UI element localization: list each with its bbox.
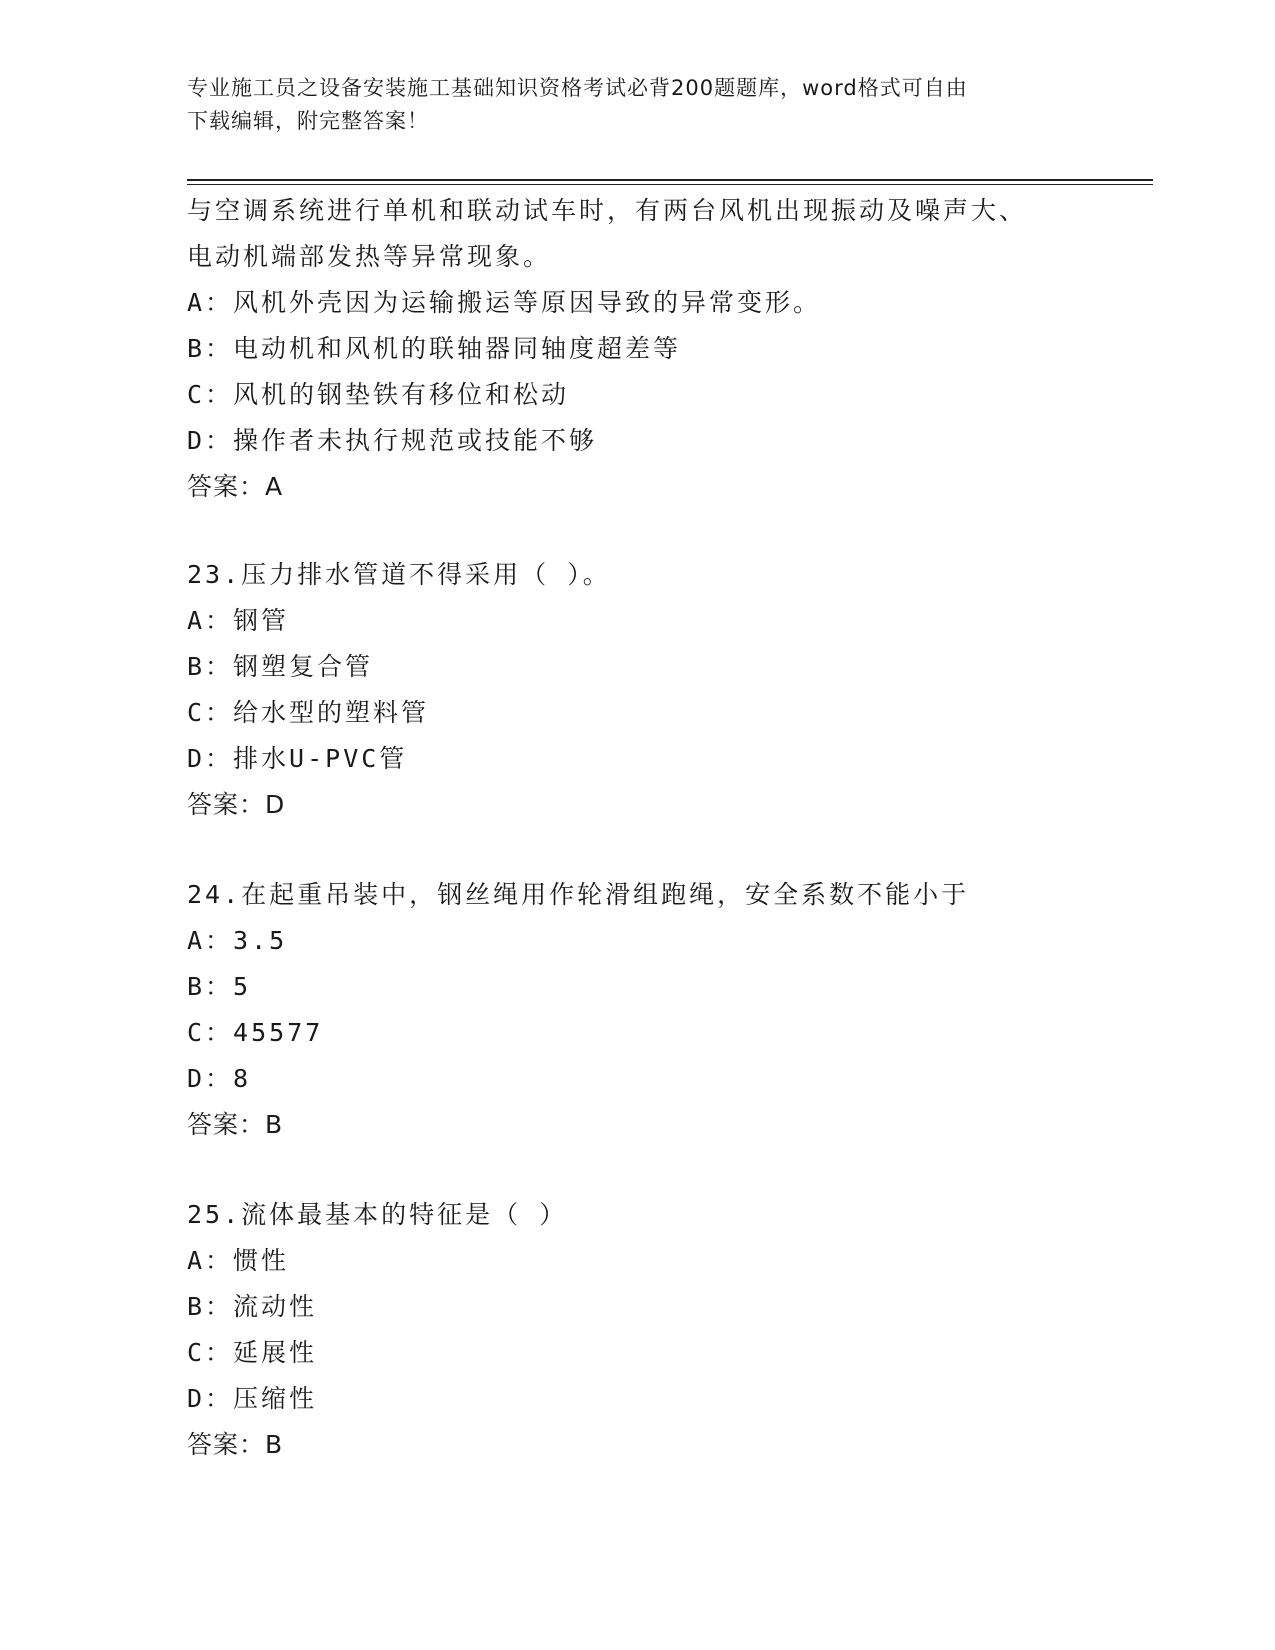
question-24 (187, 872, 1087, 1148)
option-a: A：惯性 (187, 1246, 290, 1275)
question-23 (187, 552, 1087, 828)
question-stem: 24.在起重吊装中，钢丝绳用作轮滑组跑绳，安全系数不能小于 (187, 880, 970, 909)
question-stem: 25.流体最基本的特征是（ ） (187, 1200, 568, 1229)
question-22 (187, 188, 1087, 510)
option-d: D：压缩性 (187, 1384, 318, 1413)
question-stem: 电动机端部发热等异常现象。 (187, 242, 552, 271)
option-c: C：给水型的塑料管 (187, 698, 430, 727)
option-a: A：3.5 (187, 926, 288, 955)
option-c: C：风机的钢垫铁有移位和松动 (187, 380, 570, 409)
option-c: C：45577 (187, 1018, 324, 1047)
option-b: B：流动性 (187, 1292, 318, 1321)
option-d: D：操作者未执行规范或技能不够 (187, 426, 598, 455)
option-a: A：风机外壳因为运输搬运等原因导致的异常变形。 (187, 288, 822, 317)
option-a: A：钢管 (187, 606, 290, 635)
option-d: D：排水U-PVC管 (187, 744, 408, 773)
option-d: D：8 (187, 1064, 252, 1093)
answer-line: 答案：B (187, 1110, 284, 1139)
header-rule-thin (187, 184, 1153, 185)
answer-line: 答案：B (187, 1430, 284, 1459)
option-b: B：5 (187, 972, 252, 1001)
option-c: C：延展性 (187, 1338, 318, 1367)
document-header (187, 72, 1077, 138)
answer-line: 答案：D (187, 790, 286, 819)
question-25 (187, 1192, 1087, 1468)
option-b: B：电动机和风机的联轴器同轴度超差等 (187, 334, 682, 363)
option-b: B：钢塑复合管 (187, 652, 374, 681)
header-rule-thick (187, 179, 1153, 181)
header-line-2: 下载编辑，附完整答案！ (187, 109, 429, 133)
question-stem: 23.压力排水管道不得采用（ ）。 (187, 560, 611, 589)
header-line-1: 专业施工员之设备安装施工基础知识资格考试必背200题题库，word格式可自由 (187, 76, 968, 100)
question-stem: 与空调系统进行单机和联动试车时，有两台风机出现振动及噪声大、 (187, 196, 1028, 225)
answer-line: 答案：A (187, 472, 284, 501)
